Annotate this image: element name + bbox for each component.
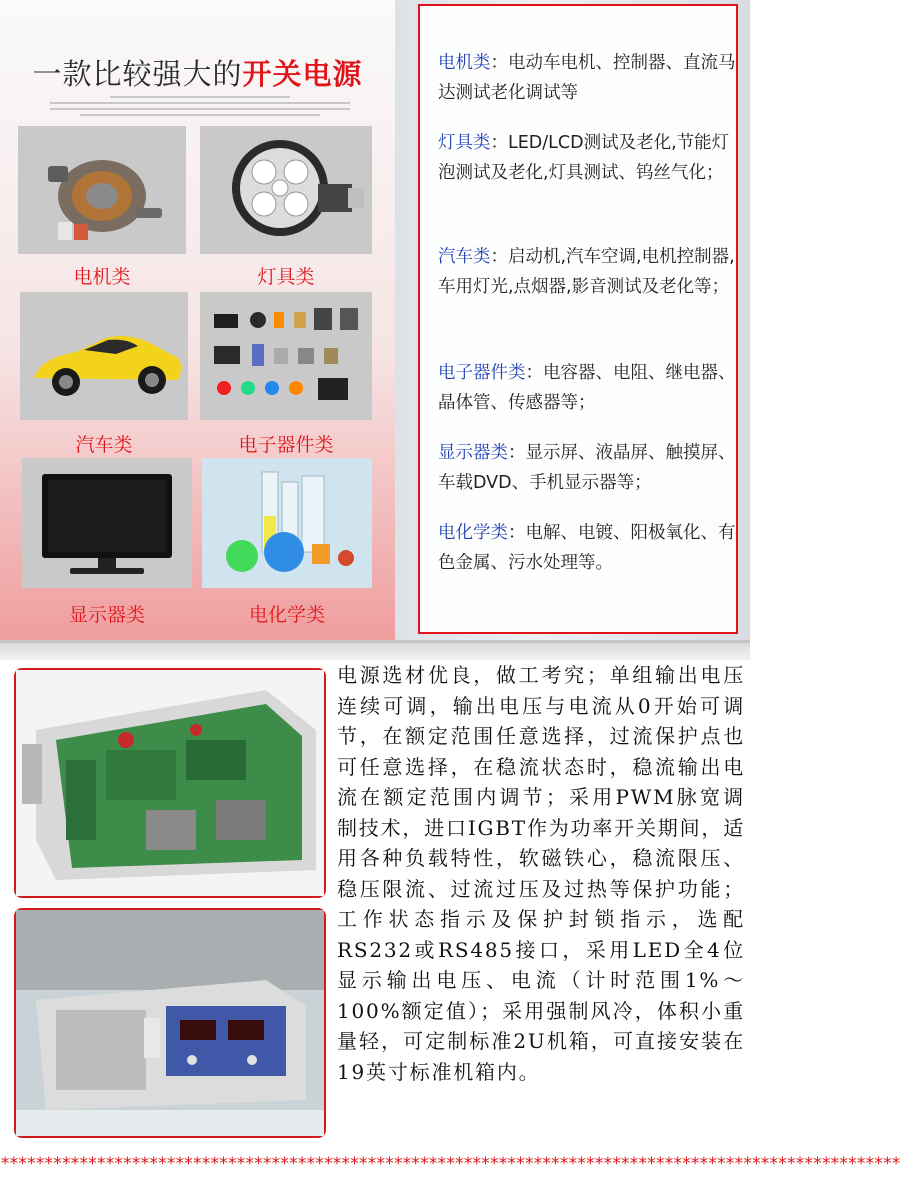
category-label-lamp: 灯具类 (257, 266, 315, 288)
application-text: ：电容器、电阻、继电器、晶体管、传感器等； (438, 363, 736, 413)
application-lamp (438, 128, 738, 188)
category-card-electronics (200, 292, 372, 420)
application-name: 电化学类 (438, 523, 508, 543)
led-lamp-icon (200, 126, 372, 254)
category-card-motor (18, 126, 186, 254)
category-card-car (20, 292, 188, 420)
headline-highlight: 开关电源 (242, 57, 363, 91)
monitor-icon (22, 458, 192, 588)
application-text: ：启动机,汽车空调,电机控制器,车用灯光,点烟器,影音测试及老化等； (438, 247, 735, 297)
section-divider (0, 640, 750, 660)
application-name: 电机类 (438, 53, 491, 73)
category-label-car: 汽车类 (75, 434, 133, 456)
application-name: 电子器件类 (438, 363, 526, 383)
category-label-electronics: 电子器件类 (238, 434, 334, 456)
application-electronics (438, 358, 738, 418)
headline-prefix: 一款比较强大的 (32, 57, 243, 91)
car-icon (20, 292, 188, 420)
application-name: 灯具类 (438, 133, 491, 153)
category-card-lamp (200, 126, 372, 254)
page-headline (0, 52, 395, 93)
application-car (438, 242, 738, 302)
category-label-chemistry: 电化学类 (248, 604, 325, 626)
motor-icon (18, 126, 186, 254)
application-name: 汽车类 (438, 247, 491, 267)
application-text: ：LED/LCD测试及老化,节能灯泡测试及老化,灯具测试、钨丝气化； (438, 133, 730, 183)
product-photo-internal (14, 668, 326, 898)
electronic-components-icon (200, 292, 372, 420)
power-supply-internal-icon (16, 670, 324, 896)
category-label-monitor: 显示器类 (68, 604, 145, 626)
application-motor (438, 48, 738, 108)
application-name: 显示器类 (438, 443, 508, 463)
application-monitor (438, 438, 738, 498)
chemistry-flasks-icon (202, 458, 372, 588)
category-card-chemistry (202, 458, 372, 588)
product-photo-front (14, 908, 326, 1138)
application-text: ：显示屏、液晶屏、触摸屏、车载DVD、手机显示器等； (438, 443, 736, 493)
application-chemistry (438, 518, 738, 578)
decorative-subtext (40, 92, 360, 120)
application-text: ：电动车电机、控制器、直流马达测试老化调试等 (438, 53, 736, 103)
category-label-motor: 电机类 (73, 266, 131, 288)
application-text: ：电解、电镀、阳极氧化、有色金属、污水处理等。 (438, 523, 736, 573)
product-description: 电源选材优良，做工考究；单组输出电压连续可调，输出电压与电流从0开始可调节，在额定范围任意选择，过流保护点也可任意选择，在稳流状态时，稳流输出电流在额定范围内调节；采用PWM脉宽调制技术，进口IGBT作为功率开关期间，适用各种负载特性，软磁铁心，稳流限压、稳压限流、过流过压及过热等保护功能；工作状态指示及保护封锁指示，选配RS232或RS485接口，采用LED全4位显示输出电压、电流（计时范围1%～100%额定值）；采用强制风冷，体积小重量轻，可定制标准2U机箱，可直接安装在19英寸标准机箱内。 (337, 663, 745, 1084)
decorative-star-border: ******************************************************************************************************* (0, 1154, 900, 1174)
category-card-monitor (22, 458, 192, 588)
power-supply-front-panel-icon (16, 910, 324, 1136)
